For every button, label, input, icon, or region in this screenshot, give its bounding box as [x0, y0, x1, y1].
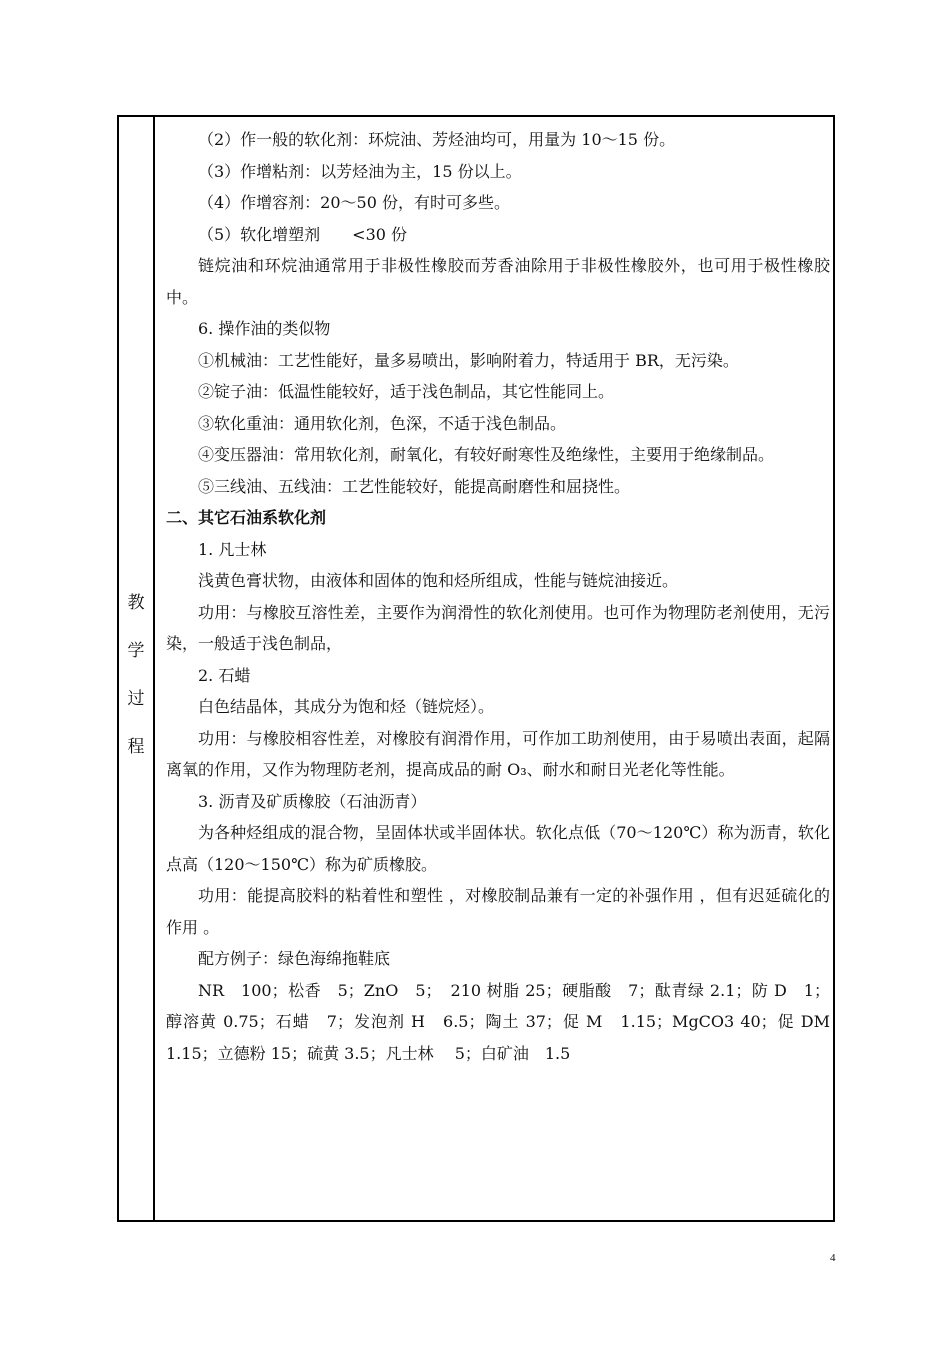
table-frame: [117, 115, 835, 1222]
page-number: 4: [830, 1252, 836, 1264]
side-label-char: 学: [127, 641, 145, 661]
text-paragraph: 配方例子：绿色海绵拖鞋底: [198, 949, 391, 968]
side-label-char: 过: [127, 689, 145, 709]
text-paragraph: 白色结晶体，其成分为饱和烃（链烷烃）。: [198, 697, 495, 716]
text-paragraph: 浅黄色膏状物，由液体和固体的饱和烃所组成，性能与链烷油接近。: [198, 571, 679, 590]
content-cell: [166, 124, 830, 1069]
text-paragraph: ⑤三线油、五线油：工艺性能较好，能提高耐磨性和屈挠性。: [198, 476, 631, 496]
text-paragraph: 2. 石蜡: [198, 665, 251, 685]
text-paragraph: （4）作增容剂：20～50 份，有时可多些。: [198, 193, 510, 212]
text-paragraph: ②锭子油：低温性能较好，适于浅色制品，其它性能同上。: [198, 382, 615, 401]
text-paragraph: ①机械油：工艺性能好，量多易喷出，影响附着力，特适用于 BR，无污染。: [198, 350, 739, 370]
text-paragraph: 链烷油和环烷油通常用于非极性橡胶而芳香油除用于非极性橡胶外，也可用于极性橡胶中。: [166, 256, 830, 307]
text-paragraph: （5）软化增塑剂 <30 份: [198, 224, 408, 244]
text-paragraph: 6. 操作油的类似物: [198, 319, 331, 338]
text-paragraph: 为各种烃组成的混合物，呈固体状或半固体状。软化点低（70～120℃）称为沥青，软化点高（120～150℃）称为矿质橡胶。: [166, 823, 830, 874]
side-label-cell: [119, 117, 155, 1220]
text-paragraph: NR 100；松香 5；ZnO 5； 210 树脂 25；硬脂酸 7；酞青绿 2.1；防 D 1；醇溶黄 0.75；石蜡 7；发泡剂 H 6.5；陶土 37；促 M 1.15；MgCO3 40；促 DM 1.15；立德粉 15；硫黄 3.5；凡士林 5；白矿油 1.5: [166, 980, 830, 1063]
text-paragraph: 3. 沥青及矿质橡胶（石油沥青）: [198, 791, 427, 811]
text-paragraph: 功用：能提高胶料的粘着性和塑性 ，对橡胶制品兼有一定的补强作用 ，但有迟延硫化的作用 。: [166, 886, 830, 937]
text-paragraph: ③软化重油：通用软化剂，色深，不适于浅色制品。: [198, 413, 567, 433]
section-heading: 二、其它石油系软化剂: [166, 508, 327, 527]
text-paragraph: 功用：与橡胶相容性差，对橡胶有润滑作用，可作加工助剂使用，由于易喷出表面，起隔离氧的作用，又作为物理防老剂，提高成品的耐 O₃、耐水和耐日光老化等性能。: [166, 728, 830, 779]
text-paragraph: （3）作增粘剂：以芳烃油为主，15 份以上。: [198, 161, 522, 181]
side-label-char: 教: [127, 593, 145, 613]
side-label-char: 程: [127, 737, 145, 757]
side-label: [119, 579, 153, 771]
text-paragraph: 功用：与橡胶互溶性差，主要作为润滑性的软化剂使用。也可作为物理防老剂使用，无污染，一般适于浅色制品，: [166, 602, 830, 653]
text-paragraph: ④变压器油：常用软化剂，耐氧化，有较好耐寒性及绝缘性，主要用于绝缘制品。: [198, 445, 775, 464]
text-paragraph: （2）作一般的软化剂：环烷油、芳烃油均可，用量为 10～15 份。: [198, 130, 676, 149]
text-paragraph: 1. 凡士林: [198, 539, 267, 559]
